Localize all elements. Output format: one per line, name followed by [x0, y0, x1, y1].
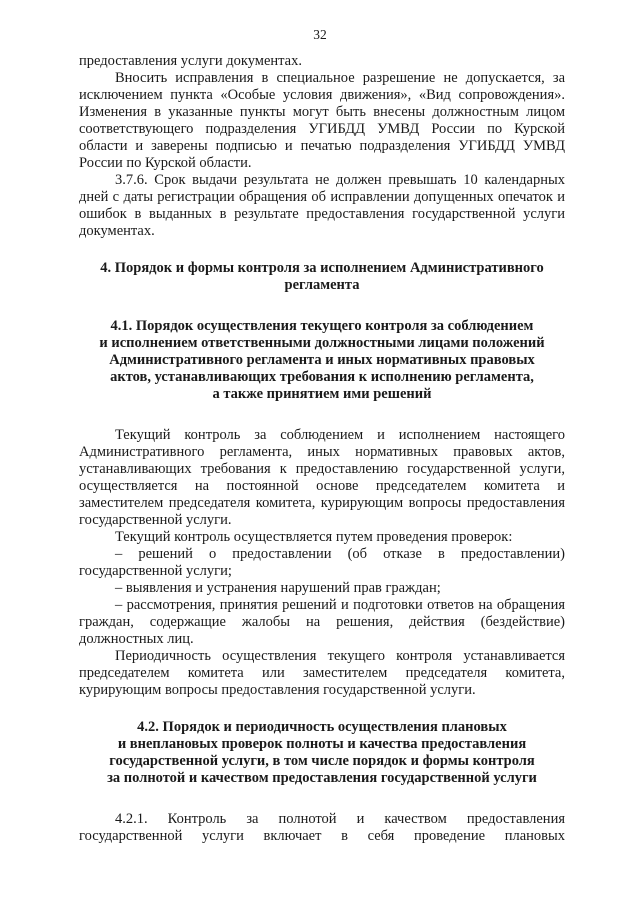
page-content — [79, 53, 565, 845]
section-4-1-heading — [79, 318, 565, 403]
paragraph-corrections: Вносить исправления в специальное разрешение не допускается, за исключением пункта «Особые условия движения», «Вид сопровождения». Изменения в указанные пункты могут быть внесены должностным лицом соответствующего подразделения УГИБДД УМВД России по Курской области и заверены подписью и печатью подразделения УГИБДД УМВД России по Курской области. — [79, 70, 565, 171]
section-4-2-heading-line: и внеплановых проверок полноты и качества предоставления — [117, 736, 527, 752]
paragraph-current-control: Текущий контроль за соблюдением и исполнением настоящего Административного регламента, иных нормативных правовых актов, устанавливающих требования к предоставлению государственной услуги, осуществляется на постоянной основе председателем комитета и заместителем председателя комитета, курирующим вопросы предоставления государственной услуги. — [79, 427, 565, 528]
paragraph-3-7-6: 3.7.6. Срок выдачи результата не должен превышать 10 календарных дней с даты регистрации обращения об исправлении допущенных опечаток и ошибок в выданных в результате предоставления государственной услуги документах. — [79, 172, 565, 239]
paragraph-4-2-1: 4.2.1. Контроль за полнотой и качеством предоставления государственной услуги включает в себя проведение плановых — [79, 811, 565, 844]
section-4-2-heading-line: за полнотой и качеством предоставления государственной услуги — [107, 770, 537, 786]
list-item: – рассмотрения, принятия решений и подготовки ответов на обращения граждан, содержащие жалобы на решения, действия (бездействие) должностных лиц. — [79, 597, 565, 647]
page-number: 32 — [313, 27, 327, 42]
section-4-2-heading-line: государственной услуги, в том числе порядок и формы контроля — [109, 753, 535, 769]
intro-fragment: предоставления услуги документах. — [79, 53, 302, 69]
section-4-2-heading-line: 4.2. Порядок и периодичность осуществления плановых — [137, 719, 507, 735]
section-4-2-heading — [79, 719, 565, 787]
section-4-1-heading-line: а также принятием ими решений — [212, 386, 432, 402]
section-4-heading-line: 4. Порядок и формы контроля за исполнением Административного — [100, 260, 544, 276]
section-4-1-heading-line: актов, устанавливающих требования к исполнению регламента, — [110, 369, 534, 385]
section-4-heading — [79, 260, 565, 294]
paragraph-periodicity: Периодичность осуществления текущего контроля устанавливается председателем комитета или заместителем председателя комитета, курирующим вопросы предоставления государственной услуги. — [79, 648, 565, 698]
paragraph-checks-intro: Текущий контроль осуществляется путем проведения проверок: — [115, 529, 513, 545]
list-item: – решений о предоставлении (об отказе в предоставлении) государственной услуги; — [79, 546, 565, 579]
list-item: – выявления и устранения нарушений прав граждан; — [115, 580, 441, 596]
section-4-1-heading-line: и исполнением ответственными должностными лицами положений — [99, 335, 545, 351]
section-4-heading-line: регламента — [284, 277, 360, 293]
section-4-1-heading-line: 4.1. Порядок осуществления текущего контроля за соблюдением — [110, 318, 534, 334]
section-4-1-heading-line: Административного регламента и иных нормативных правовых — [109, 352, 535, 368]
